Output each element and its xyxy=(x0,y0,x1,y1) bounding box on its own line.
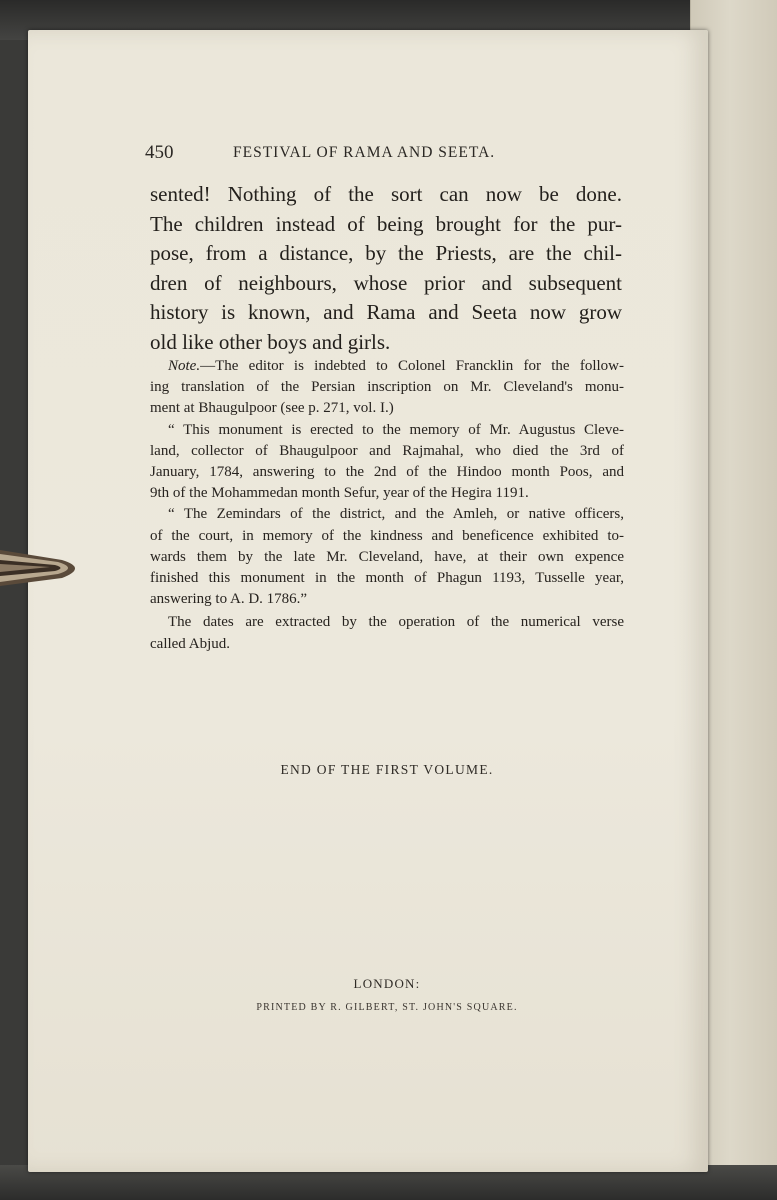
note-line: called Abjud. xyxy=(150,635,230,652)
note-label: Note. xyxy=(168,358,201,374)
note-line: The dates are extracted by the operation of the numerical verse xyxy=(168,614,624,631)
imprint-printer: PRINTED BY R. GILBERT, ST. JOHN'S SQUARE. xyxy=(256,1002,518,1013)
metal-bookmark-tip xyxy=(0,540,90,596)
body-line: sented! Nothing of the sort can now be done. xyxy=(150,182,622,206)
running-title: FESTIVAL OF RAMA AND SEETA. xyxy=(233,144,496,161)
footnote-block xyxy=(150,356,624,655)
note-line: 9th of the Mohammedan month Sefur, year of the Hegira 1191. xyxy=(150,485,529,502)
body-line: old like other boys and girls. xyxy=(150,329,391,354)
page-number: 450 xyxy=(145,142,174,163)
note-line: Note.—The editor is indebted to Colonel Francklin for the follow- xyxy=(168,358,624,374)
body-line: pose, from a distance, by the Priests, are the chil- xyxy=(150,241,622,265)
body-line: The children instead of being brought for the pur- xyxy=(150,211,622,236)
note-line: ment at Bhaugulpoor (see p. 271, vol. I.) xyxy=(150,400,394,417)
note-line: of the court, in memory of the kindness and beneficence exhibited to- xyxy=(150,527,624,544)
note-line: “ The Zemindars of the district, and the Amleh, or native officers, xyxy=(168,506,624,523)
note-line: January, 1784, answering to the 2nd of the Hindoo month Poos, and xyxy=(150,464,624,481)
end-of-volume-label: END OF THE FIRST VOLUME. xyxy=(280,762,494,777)
note-line: finished this monument in the month of Phagun 1193, Tusselle year, xyxy=(150,570,624,587)
body-line: history is known, and Rama and Seeta now grow xyxy=(150,300,622,324)
running-head xyxy=(145,142,529,166)
body-line: dren of neighbours, whose prior and subsequent xyxy=(150,270,622,295)
note-line: ing translation of the Persian inscription on Mr. Cleveland's monu- xyxy=(150,379,624,396)
note-line: “ This monument is erected to the memory of Mr. Augustus Cleve- xyxy=(168,421,624,438)
note-line: answering to A. D. 1786.” xyxy=(150,591,308,608)
note-line: land, collector of Bhaugulpoor and Rajmahal, who died the 3rd of xyxy=(150,442,624,459)
imprint-city: LONDON: xyxy=(353,976,421,991)
body-paragraph xyxy=(150,180,622,357)
note-line: wards them by the late Mr. Cleveland, have, at their own expence xyxy=(150,548,624,565)
